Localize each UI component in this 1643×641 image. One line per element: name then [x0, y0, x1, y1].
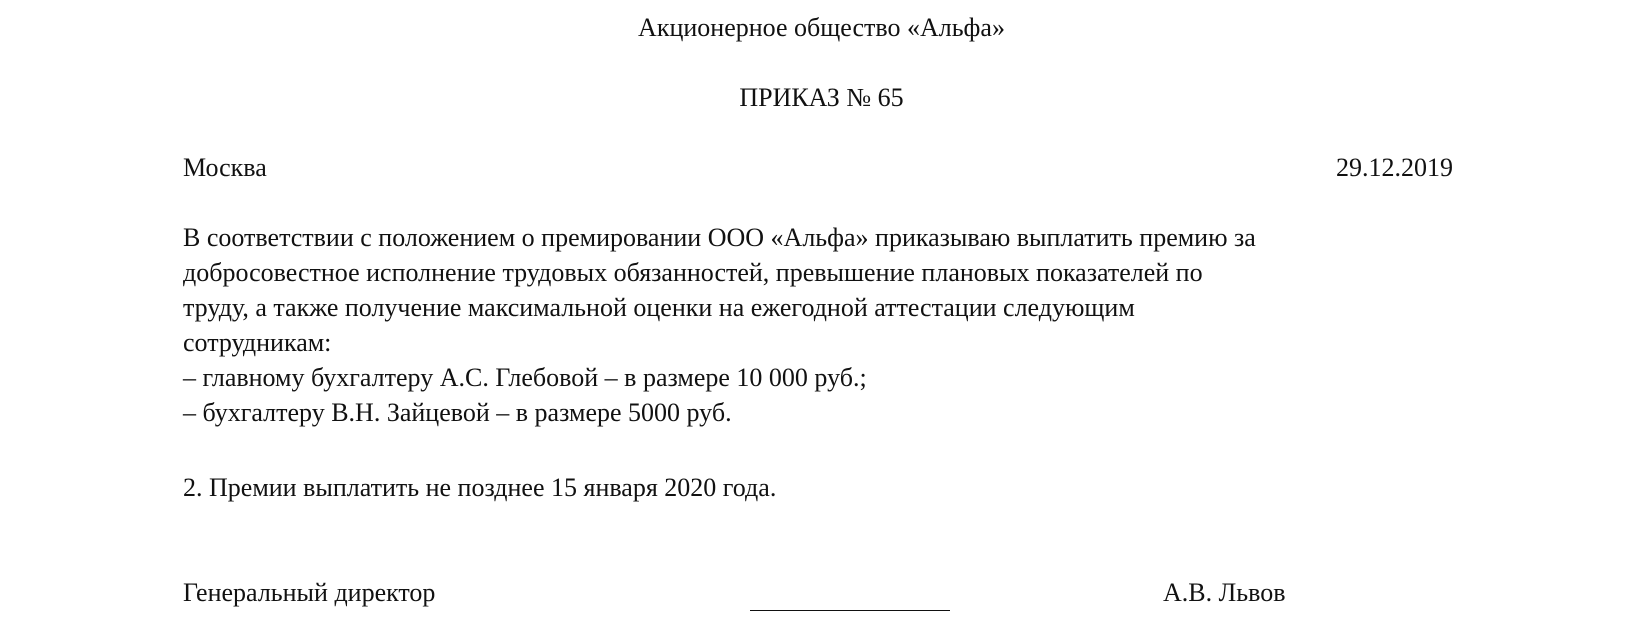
order-city: Москва: [183, 153, 267, 182]
signatory-name: А.В. Львов: [1163, 578, 1286, 607]
body-line-4: сотрудникам:: [183, 328, 332, 357]
body-line-1: В соответствии с положением о премировании ООО «Альфа» приказываю выплатить премию за: [183, 223, 1256, 252]
bonus-item-accountant: – бухгалтеру В.Н. Зайцевой – в размере 5000 руб.: [183, 398, 732, 427]
signatory-position: Генеральный директор: [183, 578, 436, 607]
body-line-2: добросовестное исполнение трудовых обязанностей, превышение плановых показателей по: [183, 258, 1203, 287]
organization-name: Акционерное общество «Альфа»: [638, 13, 1005, 42]
order-title: ПРИКАЗ № 65: [739, 83, 904, 112]
order-body: [183, 220, 1463, 430]
body-line-3: труду, а также получение максимальной оценки на ежегодной аттестации следующим: [183, 293, 1135, 322]
payment-deadline: 2. Премии выплатить не позднее 15 января 2020 года.: [183, 473, 777, 502]
bonus-item-chief-accountant: – главному бухгалтеру А.С. Глебовой – в размере 10 000 руб.;: [183, 363, 867, 392]
order-date: 29.12.2019: [1336, 153, 1453, 182]
signature-line: [750, 575, 950, 611]
